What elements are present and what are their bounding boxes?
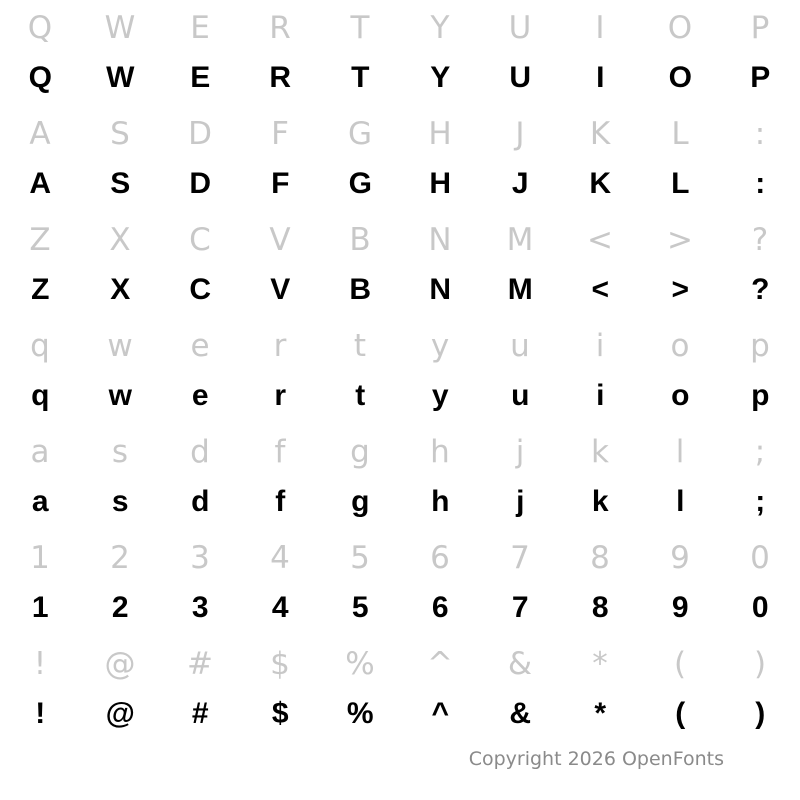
glyph-cell: 0: [750, 539, 770, 576]
glyph-cell: I: [595, 9, 605, 46]
glyph-cell: ;: [754, 433, 766, 470]
glyph-cell: 7: [511, 591, 529, 624]
glyph-cell: R: [269, 9, 291, 46]
glyph-cell: N: [429, 273, 451, 306]
glyph-cell: *: [592, 645, 608, 682]
glyph-cell: j: [516, 485, 524, 518]
glyph-cell: U: [509, 61, 531, 94]
copyright-notice: Copyright 2026 OpenFonts: [468, 748, 724, 770]
glyph-cell: S: [110, 115, 130, 152]
glyph-cell: M: [506, 221, 534, 258]
glyph-cell: 7: [510, 539, 530, 576]
glyph-cell: B: [349, 273, 371, 306]
glyph-cell: @: [105, 697, 135, 730]
glyph-cell: Y: [430, 9, 450, 46]
glyph-cell: 5: [350, 539, 370, 576]
glyph-cell: ?: [751, 221, 769, 258]
glyph-cell: U: [508, 9, 532, 46]
glyph-cell: P: [750, 61, 770, 94]
glyph-cell: V: [270, 273, 290, 306]
glyph-cell: Z: [29, 221, 51, 258]
glyph-cell: E: [190, 61, 210, 94]
glyph-cell: a: [31, 485, 49, 518]
glyph-cell: a: [30, 433, 50, 470]
glyph-cell: Q: [27, 9, 53, 46]
glyph-cell: &: [507, 645, 533, 682]
glyph-cell: E: [190, 9, 210, 46]
glyph-cell: 3: [190, 539, 210, 576]
glyph-row-reference: [0, 4, 800, 52]
glyph-cell: o: [670, 327, 690, 364]
glyph-cell: D: [188, 115, 212, 152]
glyph-cell: i: [595, 327, 605, 364]
glyph-cell: w: [108, 379, 132, 412]
glyph-cell: M: [507, 273, 533, 306]
glyph-cell: C: [189, 221, 211, 258]
glyph-cell: O: [667, 9, 693, 46]
glyph-cell: 2: [111, 591, 129, 624]
glyph-cell: I: [596, 61, 604, 94]
glyph-cell: >: [667, 221, 693, 258]
glyph-cell: r: [273, 327, 287, 364]
glyph-cell: f: [275, 485, 285, 518]
glyph-cell: k: [591, 433, 609, 470]
glyph-cell: T: [350, 9, 370, 46]
glyph-cell: 3: [191, 591, 209, 624]
glyph-cell: 4: [270, 539, 290, 576]
glyph-cell: e: [190, 327, 210, 364]
glyph-cell: o: [671, 379, 689, 412]
glyph-cell: !: [35, 697, 45, 730]
glyph-cell: 9: [670, 539, 690, 576]
glyph-cell: R: [269, 61, 291, 94]
glyph-cell: %: [346, 697, 374, 730]
glyph-cell: H: [429, 167, 451, 200]
glyph-cell: ^: [427, 645, 453, 682]
glyph-cell: S: [110, 167, 130, 200]
glyph-cell: l: [675, 433, 685, 470]
glyph-cell: C: [189, 273, 211, 306]
glyph-cell: F: [271, 167, 289, 200]
glyph-cell: D: [189, 167, 211, 200]
glyph-cell: B: [349, 221, 371, 258]
glyph-cell: y: [431, 379, 449, 412]
glyph-cell: (: [673, 645, 687, 682]
glyph-cell: 1: [31, 591, 49, 624]
glyph-cell: ;: [755, 485, 765, 518]
glyph-cell: k: [591, 485, 609, 518]
glyph-cell: ): [755, 697, 765, 730]
glyph-cell: p: [750, 327, 770, 364]
glyph-cell: l: [676, 485, 684, 518]
glyph-cell: s: [111, 433, 129, 470]
glyph-cell: X: [109, 221, 131, 258]
glyph-cell: T: [351, 61, 369, 94]
glyph-row-reference: [0, 640, 800, 688]
glyph-cell: (: [675, 697, 685, 730]
glyph-cell: <: [587, 221, 613, 258]
glyph-cell: j: [515, 433, 525, 470]
glyph-cell: 6: [431, 591, 449, 624]
glyph-cell: G: [348, 167, 372, 200]
glyph-cell: q: [30, 327, 50, 364]
glyph-cell: !: [33, 645, 47, 682]
glyph-row-sample: [0, 158, 800, 210]
glyph-cell: 6: [430, 539, 450, 576]
glyph-row-reference: [0, 534, 800, 582]
glyph-cell: K: [589, 115, 611, 152]
glyph-cell: J: [515, 115, 525, 152]
glyph-cell: Y: [430, 61, 450, 94]
glyph-row-sample: [0, 370, 800, 422]
glyph-cell: r: [274, 379, 286, 412]
glyph-cell: >: [671, 273, 689, 306]
glyph-cell: @: [104, 645, 136, 682]
glyph-cell: g: [350, 433, 370, 470]
glyph-cell: s: [111, 485, 129, 518]
glyph-cell: f: [274, 433, 286, 470]
glyph-cell: <: [591, 273, 609, 306]
glyph-cell: 8: [590, 539, 610, 576]
glyph-cell: X: [110, 273, 130, 306]
glyph-cell: y: [430, 327, 450, 364]
glyph-cell: L: [671, 167, 689, 200]
glyph-cell: V: [269, 221, 291, 258]
glyph-cell: ?: [751, 273, 769, 306]
glyph-row-reference: [0, 322, 800, 370]
glyph-row-sample: [0, 476, 800, 528]
glyph-cell: O: [668, 61, 692, 94]
glyph-cell: A: [29, 115, 51, 152]
glyph-cell: G: [347, 115, 373, 152]
glyph-cell: ^: [431, 697, 449, 730]
glyph-row-sample: [0, 52, 800, 104]
glyph-cell: H: [428, 115, 452, 152]
glyph-cell: K: [589, 167, 611, 200]
glyph-row-reference: [0, 428, 800, 476]
glyph-cell: 4: [271, 591, 289, 624]
glyph-cell: J: [511, 167, 529, 200]
glyph-cell: p: [751, 379, 769, 412]
glyph-cell: %: [345, 645, 375, 682]
glyph-cell: 8: [591, 591, 609, 624]
glyph-cell: 5: [351, 591, 369, 624]
glyph-row-sample: [0, 582, 800, 634]
glyph-cell: #: [191, 697, 209, 730]
glyph-cell: 9: [671, 591, 689, 624]
glyph-cell: t: [353, 327, 367, 364]
glyph-row-sample: [0, 688, 800, 740]
glyph-cell: N: [428, 221, 452, 258]
glyph-cell: 1: [30, 539, 50, 576]
glyph-cell: #: [187, 645, 213, 682]
glyph-row-sample: [0, 264, 800, 316]
glyph-cell: ): [753, 645, 767, 682]
glyph-cell: F: [271, 115, 289, 152]
glyph-cell: w: [107, 327, 133, 364]
glyph-cell: d: [190, 433, 210, 470]
glyph-cell: L: [671, 115, 689, 152]
glyph-cell: 2: [110, 539, 130, 576]
glyph-row-reference: [0, 110, 800, 158]
glyph-cell: d: [191, 485, 209, 518]
glyph-cell: Z: [31, 273, 49, 306]
glyph-cell: W: [104, 9, 136, 46]
glyph-cell: t: [355, 379, 365, 412]
glyph-cell: i: [596, 379, 604, 412]
glyph-cell: $: [270, 645, 290, 682]
glyph-cell: &: [509, 697, 531, 730]
glyph-cell: h: [431, 485, 449, 518]
glyph-cell: e: [191, 379, 209, 412]
glyph-cell: A: [29, 167, 51, 200]
glyph-cell: :: [755, 167, 765, 200]
glyph-cell: W: [106, 61, 134, 94]
glyph-row-reference: [0, 216, 800, 264]
glyph-cell: g: [351, 485, 369, 518]
glyph-cell: $: [271, 697, 289, 730]
glyph-cell: h: [430, 433, 450, 470]
glyph-cell: :: [754, 115, 766, 152]
glyph-cell: u: [511, 379, 529, 412]
glyph-cell: q: [31, 379, 49, 412]
glyph-cell: 0: [751, 591, 769, 624]
glyph-cell: Q: [28, 61, 52, 94]
glyph-cell: P: [750, 9, 770, 46]
glyph-cell: u: [510, 327, 530, 364]
glyph-cell: *: [594, 697, 606, 730]
